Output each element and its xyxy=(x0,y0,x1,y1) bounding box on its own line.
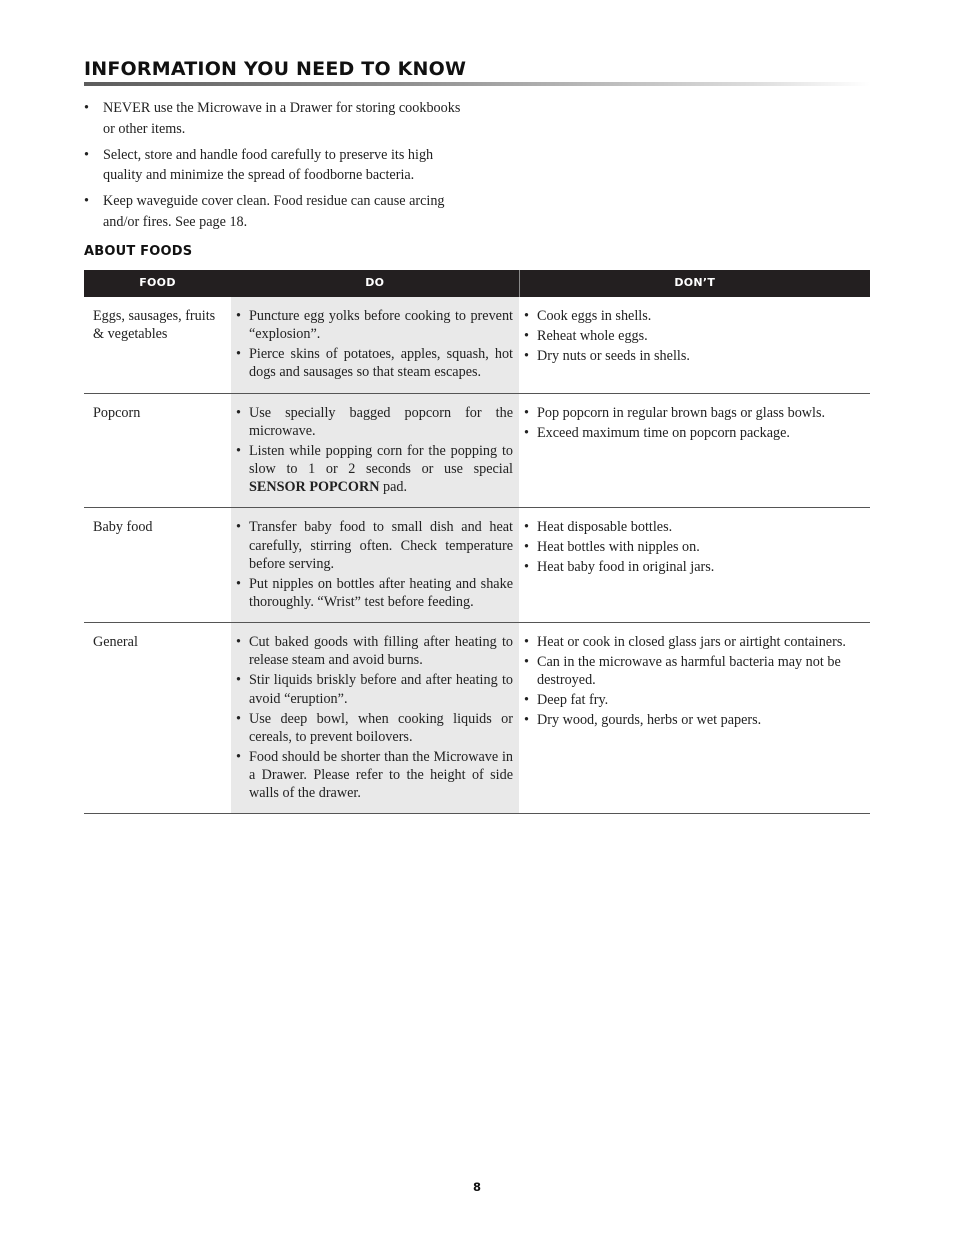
table-row xyxy=(84,393,870,508)
table-row xyxy=(84,297,870,393)
do-item xyxy=(236,710,513,746)
do-item-text: Transfer baby food to small dish and heat carefully, stirring often. Check temperature before serving. xyxy=(249,519,513,572)
table-header-row xyxy=(84,270,870,297)
about-foods-heading: ABOUT FOODS xyxy=(84,244,193,259)
do-item xyxy=(236,575,513,611)
do-item-text: Pierce skins of potatoes, apples, squash, hot dogs and sausages so that steam escapes. xyxy=(249,346,513,381)
do-item-text-after: pad. xyxy=(379,479,408,496)
dont-item: • Heat or cook in closed glass jars or airtight containers. xyxy=(524,633,864,651)
do-item xyxy=(236,748,513,803)
do-item xyxy=(236,345,513,381)
page-number: 8 xyxy=(472,1180,481,1194)
do-item-text: Use deep bowl, when cooking liquids or cereals, to prevent boilovers. xyxy=(249,710,513,745)
dont-item: • Heat baby food in original jars. xyxy=(524,558,864,576)
intro-bullet: • Select, store and handle food carefully to preserve its high quality and minimize the spread of foodborne bacteria. xyxy=(84,145,464,186)
dont-item: • Dry nuts or seeds in shells. xyxy=(524,347,864,365)
do-item xyxy=(236,671,513,707)
about-foods-table xyxy=(84,270,870,814)
do-cell xyxy=(231,297,519,393)
do-item-text: Puncture egg yolks before cooking to prevent “explosion”. xyxy=(249,308,513,343)
dont-item: • Dry wood, gourds, herbs or wet papers. xyxy=(524,711,864,729)
dont-item: • Heat disposable bottles. xyxy=(524,518,864,536)
dont-list xyxy=(524,518,864,576)
do-list xyxy=(236,307,513,382)
do-item-text: Cut baked goods with filling after heating to release steam and avoid burns. xyxy=(249,634,513,669)
do-cell xyxy=(231,393,519,508)
table-row xyxy=(84,623,870,814)
food-cell: Popcorn xyxy=(84,393,231,508)
dont-item: • Cook eggs in shells. xyxy=(524,307,864,325)
dont-item: • Deep fat fry. xyxy=(524,691,864,709)
dont-item: • Can in the microwave as harmful bacteria may not be destroyed. xyxy=(524,653,864,689)
do-item xyxy=(236,442,513,497)
dont-cell xyxy=(519,393,870,508)
table-row xyxy=(84,508,870,623)
dont-list xyxy=(524,404,864,442)
do-list xyxy=(236,518,513,611)
dont-item: • Heat bottles with nipples on. xyxy=(524,538,864,556)
do-item xyxy=(236,307,513,343)
do-list xyxy=(236,633,513,802)
do-cell xyxy=(231,623,519,814)
do-item xyxy=(236,404,513,440)
intro-bullet-list xyxy=(84,98,464,238)
dont-list xyxy=(524,307,864,365)
title-rule xyxy=(84,82,870,86)
header-do: DO xyxy=(231,270,519,297)
dont-cell xyxy=(519,623,870,814)
food-cell: Eggs, sausages, fruits & vegetables xyxy=(84,297,231,393)
do-item-text: Food should be shorter than the Microwave in a Drawer. Please refer to the height of side walls of the drawer. xyxy=(249,748,513,802)
do-item-text: Stir liquids briskly before and after heating to avoid “eruption”. xyxy=(249,672,513,707)
do-item-text: Listen while popping corn for the popping to slow to 1 or 2 seconds or use special xyxy=(249,442,513,478)
sensor-popcorn-pad-name: SENSOR POPCORN xyxy=(249,479,380,496)
do-item xyxy=(236,633,513,669)
do-item-text: Put nipples on bottles after heating and shake thoroughly. “Wrist” test before feeding. xyxy=(249,575,513,611)
header-food: FOOD xyxy=(84,270,231,297)
do-item-text: Use specially bagged popcorn for the microwave. xyxy=(249,404,513,439)
food-cell: Baby food xyxy=(84,508,231,623)
page-title: INFORMATION YOU NEED TO KNOW xyxy=(84,58,467,80)
dont-item: • Pop popcorn in regular brown bags or glass bowls. xyxy=(524,404,864,422)
do-item xyxy=(236,518,513,573)
dont-cell xyxy=(519,508,870,623)
intro-bullet: • Keep waveguide cover clean. Food residue can cause arcing and/or fires. See page 18. xyxy=(84,191,464,232)
header-dont: DON’T xyxy=(519,270,870,297)
dont-cell xyxy=(519,297,870,393)
dont-list xyxy=(524,633,864,729)
dont-item: • Reheat whole eggs. xyxy=(524,327,864,345)
do-cell xyxy=(231,508,519,623)
dont-item: • Exceed maximum time on popcorn package. xyxy=(524,424,864,442)
do-list xyxy=(236,404,513,497)
food-cell: General xyxy=(84,623,231,814)
intro-bullet: • NEVER use the Microwave in a Drawer for storing cookbooks or other items. xyxy=(84,98,464,139)
table-body xyxy=(84,297,870,814)
